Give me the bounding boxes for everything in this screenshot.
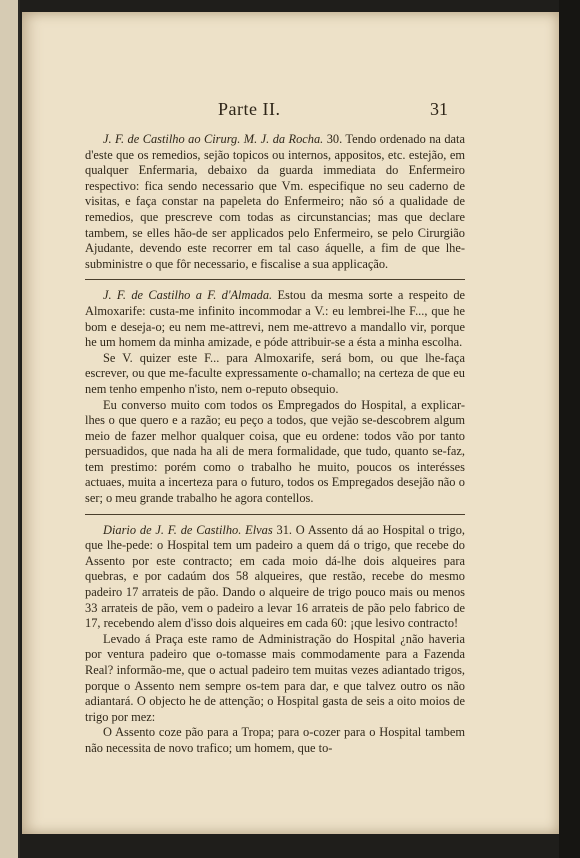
book-page — [22, 12, 559, 834]
page-text — [85, 132, 465, 757]
page-number: 31 — [430, 99, 448, 119]
paragraph: Eu converso muito com todos os Empregados do Hospital, a explicar-lhes o que quero e a razão; eu peço a todos, que vejão se-descobrem algum meio de fazer melhor qualquer coisa, que eu ordene: todos vão por tanto persuadidos, que nada ha ali de mera formalidade, que tudo, quanto se-faz, tem prestimo: porém como o trabalho he muito, poucos os interésses actuaes, muita a incerteza para o futuro, todos os Empregados desejão não o ser; o meu grande trabalho he agora contellos. — [85, 397, 465, 506]
paragraph: Se V. quizer este F... para Almoxarife, será bom, ou que lhe-faça escrever, ou que me-faculte expressamente o-chamallo; na certeza de que eu nem tenho empenho n'isto, nem o-reputo obsequio. — [85, 350, 465, 396]
left-page-gutter — [0, 0, 20, 858]
paragraph: O Assento coze pão para a Tropa; para o-cozer para o Hospital tambem não necessita de novo trafico; um homem, que to- — [85, 725, 465, 755]
entry-heading: J. F. de Castilho a F. d'Almada. — [103, 288, 273, 303]
entry-castilho-rocha — [85, 132, 465, 272]
entry-body: 31. O Assento dá ao Hospital o trigo, que lhe-pede: o Hospital tem um padeiro a quem dá o trigo, que recebe do Assento por este contracto; em cada moio dá-lhe dois alqueires para quebras, e por cadaúm dos 58 alqueires, que restão, recebe do mesmo padeiro 17 arrateis de pão. Dando o alqueire de trigo pouco mais ou menos 33 arrateis de pão, vem o padeiro a levar 16 arrateis de pão pelo fabrico de 17, recebendo alem d'isso dois alqueires em cada 60: ¡que lesivo contracto! — [85, 522, 466, 631]
entry-heading: Diario de J. F. de Castilho. Elvas — [103, 522, 273, 537]
entry-body: 30. Tendo ordenado na data d'este que os remedios, sejão topicos ou internos, appositos, etc. estejão, em qualquer Enfermaria, debaixo da guarda immediata do Enfermeiro respectivo: fica sendo necessario que Vm. especifique no seu caderno de visitas, e faça constar na papeleta do Enfermeiro; não só a qualidade de remedios, que prescreve com todas as circunstancias; mas que declare tambem, se elles hão-de ser applicados pelo Enfermeiro, se pelo Cirurgião Ajudante, devendo este recorrer em tal caso áquelle, a fim de que lhe-subministre o que fôr necessario, e fiscalise a sua applicação. — [85, 132, 465, 271]
page-header — [22, 99, 559, 125]
entry-diario — [85, 523, 465, 632]
entry-heading: J. F. de Castilho ao Cirurg. M. J. da Rocha. — [103, 132, 324, 146]
running-head: Parte II. — [218, 99, 281, 119]
scan-edge — [559, 0, 580, 858]
entry-body: Estou da mesma sorte a respeito de Almoxarife: custa-me infinito incommodar a V.: eu lembrei-lhe F..., que he bom e deseja-o; eu nem me-attrevi, nem me-attrevo a mandallo vir, porque he um homem da minha amizade, e póde attribuir-se a ésta a minha escolha. — [85, 288, 466, 350]
section-divider — [85, 514, 465, 515]
entry-castilho-almada — [85, 288, 465, 350]
paragraph: Levado á Praça este ramo de Administração do Hospital ¿não haveria por ventura padeiro que o-tomasse mais commodamente para a Fazenda Real? informão-me, que o actual padeiro tem muitas vezes adiantado trigos, porque o Assento nem sempre os-tem para dar, e que talvez outro os não adiantará. O objecto he de attenção; o Hospital gasta de seis a oito moios de trigo por mez: — [85, 631, 465, 724]
section-divider — [85, 279, 465, 280]
